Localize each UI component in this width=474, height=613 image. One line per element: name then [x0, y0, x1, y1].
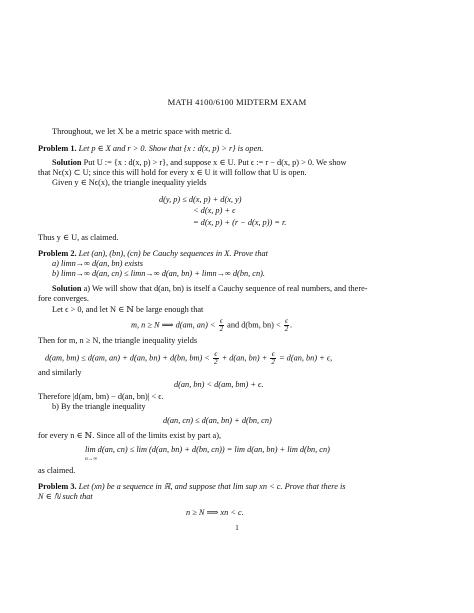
problem-1-label: Problem 1.: [38, 144, 77, 153]
problem-2-solution-line-1: [52, 284, 368, 294]
fraction-eps-half: $\frac{\epsilon}{2}$: [214, 350, 218, 366]
triangle-part-c: = d(an, bn) + ϵ,: [279, 353, 333, 363]
problem-2-label: Problem 2.: [38, 249, 77, 258]
solution-2-cauchy-condition: [131, 318, 292, 333]
cauchy-mid: and d(bm, bn) <: [227, 320, 281, 330]
solution-2-part-b-intro: b) By the triangle inequality: [52, 402, 146, 411]
problem-1-solution-line-1: [52, 158, 347, 168]
solution-2-label: Solution: [52, 284, 82, 293]
solution-1-equation-1: d(y, p) ≤ d(x, p) + d(x, y): [159, 195, 242, 204]
fraction-eps-half: $\frac{\epsilon}{2}$: [284, 317, 289, 333]
cauchy-end: .: [290, 320, 293, 330]
solution-2-part-b-equation: d(an, cn) ≤ d(an, bn) + d(bn, cn): [163, 416, 272, 425]
problem-3-equation: n ≥ N ⟹ xn < c.: [186, 508, 244, 517]
problem-2-part-a: a) limn→∞ d(an, bn) exists: [52, 259, 143, 268]
problem-2-statement: [38, 249, 268, 259]
solution-1-label: Solution: [52, 158, 82, 167]
triangle-part-b: + d(an, bn) +: [221, 353, 268, 363]
problem-1-statement: [38, 144, 263, 154]
problem-3-text-2: N ∈ ℕ such that: [38, 492, 93, 501]
solution-2-for-every: for every n ∈ ℕ. Since all of the limits exist by part a),: [38, 431, 222, 440]
intro-text: Throughout, we let X be a metric space with metric d.: [52, 127, 232, 136]
solution-2-triangle-inequality: [45, 351, 332, 366]
problem-3-text-1: Let (xn) be a sequence in ℝ, and suppose that lim sup xn < c. Prove that there is: [78, 482, 346, 491]
fraction-eps-half: $\frac{\epsilon}{2}$: [271, 350, 275, 366]
and-similarly: and similarly: [38, 368, 82, 377]
solution-2-therefore: Therefore |d(am, bm) − d(an, bn)| < ϵ.: [38, 392, 164, 401]
solution-1-equation-2: < d(x, p) + ϵ: [193, 206, 236, 215]
cauchy-lhs: m, n ≥ N ⟹ d(am, an) <: [131, 320, 216, 330]
problem-2-part-b: b) limn→∞ d(an, cn) ≤ limn→∞ d(an, bn) + limn→∞ d(bn, cn).: [52, 269, 265, 278]
solution-2-text-4: Then for m, n ≥ N, the triangle inequality yields: [38, 336, 198, 345]
page-title: MATH 4100/6100 MIDTERM EXAM: [167, 97, 307, 107]
problem-2-text: Let (an), (bn), (cn) be Cauchy sequences in X. Prove that: [78, 249, 268, 258]
solution-1-conclusion: Thus y ∈ U, as claimed.: [38, 233, 119, 242]
solution-2-limit-equation: lim d(an, cn) ≤ lim (d(an, bn) + d(bn, cn)) = lim d(an, bn) + lim d(bn, cn): [85, 445, 330, 454]
fraction-eps-half: $\frac{\epsilon}{2}$: [219, 317, 224, 333]
solution-1-text-3: Given y ∈ Nϵ(x), the triangle inequality yields: [52, 178, 207, 187]
solution-2-text-1: a) We will show that d(an, bn) is itself a Cauchy sequence of real numbers, and there-: [83, 284, 368, 293]
problem-3-statement-line-1: [38, 482, 346, 492]
problem-3-label: Problem 3.: [38, 482, 77, 491]
solution-2-as-claimed: as claimed.: [38, 466, 76, 475]
solution-1-text-1: Put U := {x : d(x, p) > r}, and suppose x ∈ U. Put ϵ := r − d(x, p) > 0. We show: [83, 158, 347, 167]
limit-subscript: n→∞: [85, 456, 98, 462]
triangle-part-a: d(am, bm) ≤ d(am, an) + d(an, bn) + d(bn, bm) <: [45, 353, 210, 363]
solution-2-text-2: fore converges.: [38, 294, 89, 303]
solution-1-equation-3: = d(x, p) + (r − d(x, p)) = r.: [193, 218, 287, 227]
solution-2-text-3: Let ϵ > 0, and let N ∈ ℕ be large enough that: [52, 305, 204, 314]
solution-1-text-2: that Nϵ(x) ⊂ U; since this will hold for every x ∈ U it will follow that U is open.: [38, 168, 307, 177]
problem-1-text: Let p ∈ X and r > 0. Show that {x : d(x, p) > r} is open.: [78, 144, 264, 153]
page-number: 1: [235, 523, 239, 532]
solution-2-similar-inequality: d(an, bn) < d(am, bm) + ϵ.: [174, 380, 264, 389]
